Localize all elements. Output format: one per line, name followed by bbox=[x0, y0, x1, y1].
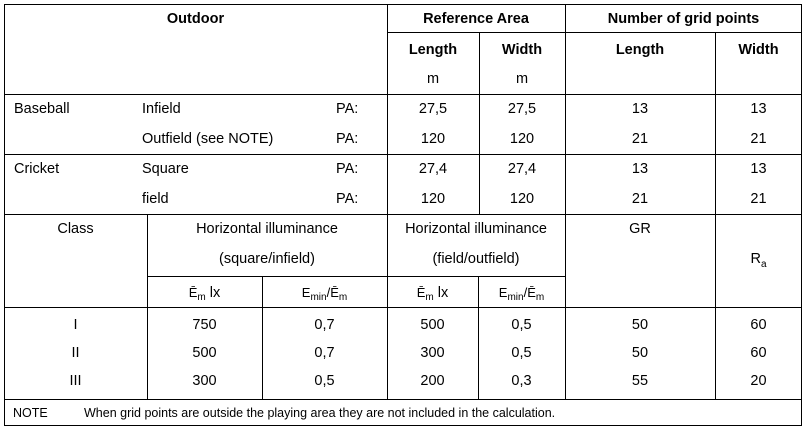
ra-value: 60 bbox=[750, 345, 767, 361]
border-left bbox=[4, 4, 5, 426]
grid-length-value: 21 bbox=[631, 191, 649, 207]
ratio-separator: / bbox=[523, 285, 528, 300]
ref-length-value: 27,5 bbox=[418, 101, 448, 117]
border-bottom bbox=[4, 425, 802, 426]
ref-length-value: 120 bbox=[420, 131, 446, 147]
class-label: I bbox=[73, 317, 78, 333]
class-label: III bbox=[69, 373, 82, 389]
header-grid-width: Width bbox=[738, 42, 779, 58]
em-subscript: m bbox=[197, 292, 206, 303]
ref-width-value: 120 bbox=[509, 131, 535, 147]
header-outdoor: Outdoor bbox=[166, 11, 225, 27]
header-em-lx-2 bbox=[387, 284, 478, 304]
header-horizontal-illuminance-2: Horizontal illuminance bbox=[405, 221, 547, 237]
u2-value: 0,5 bbox=[511, 345, 532, 361]
pa-label: PA: bbox=[336, 131, 359, 147]
u2-value: 0,3 bbox=[511, 373, 532, 389]
rule-class-header-end bbox=[4, 307, 802, 308]
grid-length-value: 13 bbox=[631, 161, 649, 177]
unit-ref-width: m bbox=[515, 71, 529, 87]
u1-value: 0,7 bbox=[314, 317, 335, 333]
pa-label: PA: bbox=[336, 191, 359, 207]
grid-width-value: 13 bbox=[750, 161, 767, 177]
sport-cricket: Cricket bbox=[14, 161, 60, 177]
ref-width-value: 27,5 bbox=[507, 101, 537, 117]
em-subscript: m bbox=[338, 292, 348, 303]
em-symbol: Ē bbox=[416, 285, 426, 300]
u2-value: 0,5 bbox=[511, 317, 532, 333]
rule-classes-end bbox=[4, 399, 802, 400]
em1-value: 750 bbox=[192, 317, 217, 333]
grid-length-value: 21 bbox=[631, 131, 649, 147]
u1-value: 0,7 bbox=[314, 345, 335, 361]
rule-header-sub bbox=[387, 32, 802, 33]
em2-value: 300 bbox=[420, 345, 445, 361]
col-divider-711 bbox=[715, 32, 716, 214]
sport-baseball: Baseball bbox=[14, 101, 70, 117]
ref-length-value: 120 bbox=[420, 191, 446, 207]
rule-illum-sub bbox=[147, 276, 565, 277]
em-unit: lx bbox=[205, 285, 221, 301]
em2-value: 200 bbox=[420, 373, 445, 389]
em-subscript: m bbox=[425, 292, 434, 303]
gr-value: 50 bbox=[631, 345, 649, 361]
header-ref-length: Length bbox=[408, 42, 458, 58]
em1-value: 500 bbox=[192, 345, 217, 361]
grid-width-value: 13 bbox=[750, 101, 767, 117]
header-uniformity-2 bbox=[478, 284, 565, 304]
ref-width-value: 27,4 bbox=[507, 161, 537, 177]
border-right bbox=[801, 4, 802, 426]
header-grid-points: Number of grid points bbox=[607, 11, 760, 27]
header-em-lx-1 bbox=[147, 284, 262, 304]
header-horizontal-illuminance-1: Horizontal illuminance bbox=[196, 221, 338, 237]
header-uniformity-1 bbox=[262, 284, 387, 304]
gr-value: 55 bbox=[631, 373, 649, 389]
class-label: II bbox=[71, 345, 80, 361]
grid-width-value: 21 bbox=[750, 191, 767, 207]
ratio-separator: / bbox=[326, 285, 331, 300]
area-field: field bbox=[142, 191, 169, 207]
u1-value: 0,5 bbox=[314, 373, 335, 389]
ra-value: 60 bbox=[750, 317, 767, 333]
ra-value: 20 bbox=[750, 373, 767, 389]
emin-symbol: E bbox=[498, 285, 508, 300]
em-subscript: m bbox=[535, 292, 545, 303]
ra-symbol: R bbox=[750, 251, 761, 267]
area-outfield: Outfield (see NOTE) bbox=[142, 131, 274, 147]
header-grid-length: Length bbox=[615, 42, 665, 58]
header-reference-area: Reference Area bbox=[423, 11, 529, 27]
em-unit: lx bbox=[433, 285, 449, 301]
area-infield: Infield bbox=[142, 101, 181, 117]
em-symbol: Ē bbox=[188, 285, 198, 300]
gr-value: 50 bbox=[631, 317, 649, 333]
area-square: Square bbox=[142, 161, 189, 177]
pa-label: PA: bbox=[336, 161, 359, 177]
rule-baseball-end bbox=[4, 154, 802, 155]
unit-ref-length: m bbox=[426, 71, 440, 87]
emin-symbol: E bbox=[301, 285, 311, 300]
em1-value: 300 bbox=[192, 373, 217, 389]
emin-subscript: min bbox=[310, 292, 327, 303]
emin-subscript: min bbox=[507, 292, 524, 303]
note-label: NOTE bbox=[13, 406, 48, 420]
rule-cricket-end bbox=[4, 214, 802, 215]
header-ra bbox=[715, 250, 802, 270]
header-horizontal-illuminance-2-sub: (field/outfield) bbox=[432, 251, 520, 267]
ref-width-value: 120 bbox=[509, 191, 535, 207]
header-class: Class bbox=[57, 221, 94, 237]
em-symbol: Ē bbox=[330, 285, 339, 300]
pa-label: PA: bbox=[336, 101, 359, 117]
rule-header-end bbox=[4, 94, 802, 95]
grid-width-value: 21 bbox=[750, 131, 767, 147]
header-ref-width: Width bbox=[501, 42, 543, 58]
em2-value: 500 bbox=[420, 317, 445, 333]
ref-length-value: 27,4 bbox=[418, 161, 448, 177]
illuminance-table bbox=[4, 4, 802, 426]
em-symbol: Ē bbox=[527, 285, 536, 300]
grid-length-value: 13 bbox=[631, 101, 649, 117]
ra-subscript: a bbox=[760, 259, 767, 270]
header-horizontal-illuminance-1-sub: (square/infield) bbox=[219, 251, 315, 267]
header-gr: GR bbox=[629, 221, 651, 237]
border-top bbox=[4, 4, 802, 5]
note-text: When grid points are outside the playing area they are not included in the calculation. bbox=[84, 406, 556, 420]
col-divider-475 bbox=[479, 32, 480, 214]
